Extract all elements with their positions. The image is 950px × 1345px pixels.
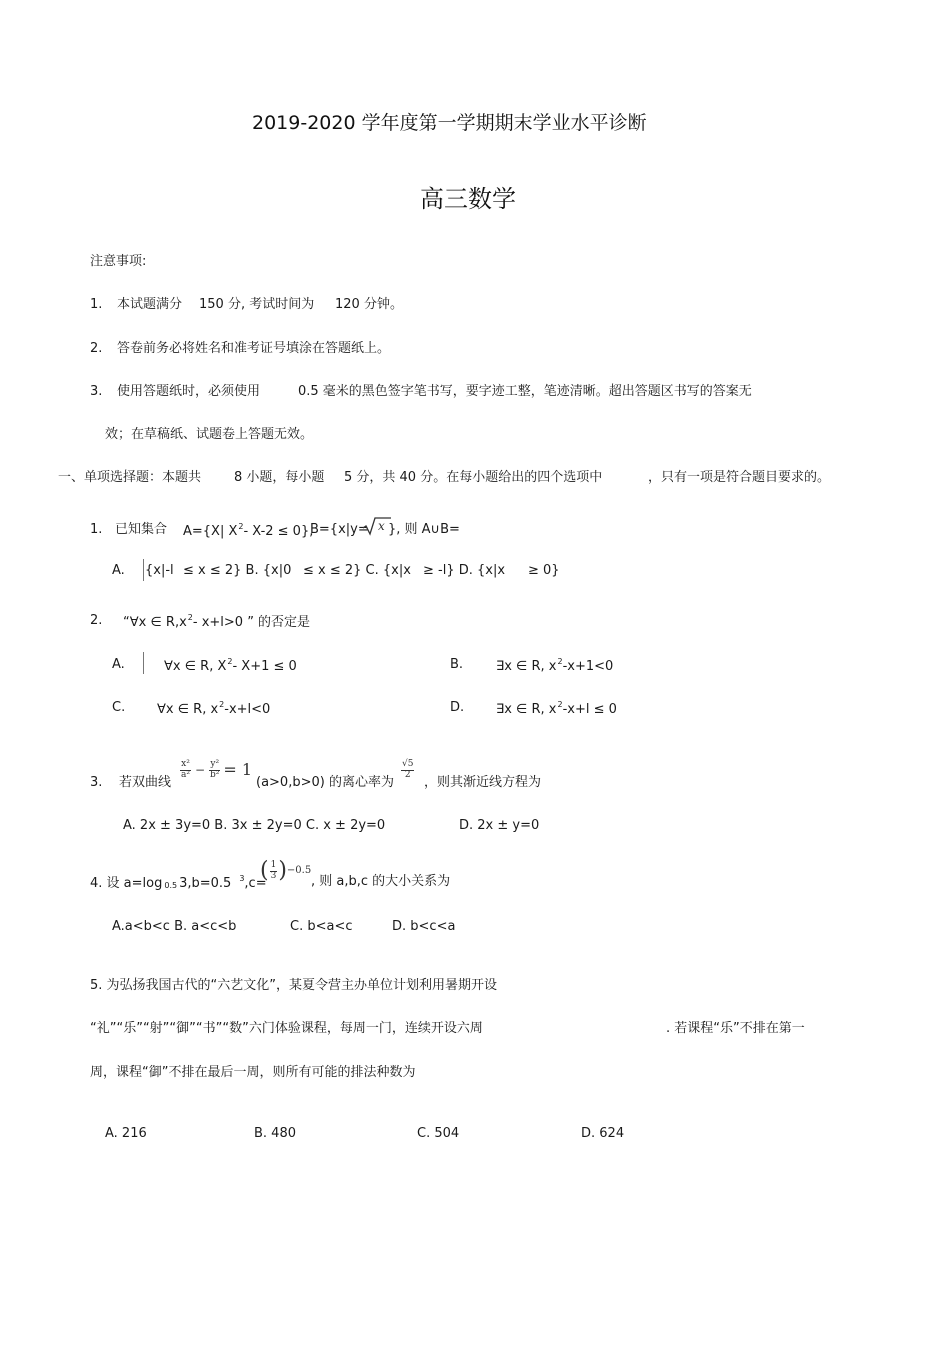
q2-option-a-part2: - X+1 ≤ 0	[232, 659, 297, 674]
notice-item-3-text-a: 使用答题纸时，必须使用	[117, 384, 261, 399]
q4-stem-part2: 3,b=0.5	[179, 876, 232, 891]
q4-stem	[90, 875, 267, 890]
notice-item-3-text-c: 效；在草稿纸、试题卷上答题无效。	[105, 427, 314, 442]
q4-option-d: D. b<c<a	[392, 919, 456, 934]
q1-options-2: ≤ x ≤ 2} B. {x|0	[183, 563, 292, 578]
q2-option-b	[496, 658, 613, 673]
q5-line-2b: . 若课程“乐”不排在第一	[666, 1021, 805, 1036]
q1-set-a-part2: - X-2 ≤ 0},	[243, 524, 314, 539]
q1-options-4: ≥ -l} D. {x|x	[423, 563, 506, 578]
q1-set-a-exponent: 2	[238, 522, 244, 531]
q3-condition: (a>0,b>0) 的离心率为	[256, 775, 394, 790]
q2-stem-exponent: 2	[187, 613, 193, 622]
q1-set-b: B={x|y=	[310, 522, 369, 537]
q1-stem: 已知集合	[115, 522, 168, 537]
q4-tail: , 则 a,b,c 的大小关系为	[311, 874, 451, 889]
q4-c-fraction: $\frac{1}{3}$	[270, 859, 277, 881]
notice-item-1-time: 120 分钟。	[335, 297, 403, 312]
section-heading-d: ，只有一项是符合题目要求的。	[648, 470, 831, 485]
q3-fraction-x: $\frac{\text{x²}}{\text{a²}}$	[181, 759, 190, 780]
q4-options-ab: A.a<b<c B. a<c<b	[112, 919, 237, 934]
q4-stem-part3: ,c=	[244, 876, 267, 891]
page-subtitle: 高三数学	[420, 185, 516, 213]
q2-option-c-label: C.	[112, 700, 126, 715]
section-heading-b: 8 小题，每小题	[234, 470, 325, 485]
q3-eccentricity-fraction: $\frac{√5}{2}$	[402, 759, 414, 780]
q2-option-c-part1: ∀x ∈ R, x	[157, 702, 219, 717]
q4-log-base: 0.5	[164, 881, 178, 890]
q2-option-a-exponent: 2	[227, 657, 233, 666]
q2-stem-part1: “∀x ∈ R,x	[123, 615, 187, 630]
q2-option-d-label: D.	[450, 700, 465, 715]
section-heading-a: 一、单项选择题：本题共	[58, 470, 202, 485]
q2-option-d	[496, 701, 617, 716]
q5-option-c: C. 504	[417, 1126, 460, 1141]
q2-option-b-label: B.	[450, 657, 464, 672]
q5-line-1: 5. 为弘扬我国古代的“六艺文化”，某夏令营主办单位计划利用暑期开设	[90, 978, 498, 993]
q1-set-a-part1: A={X| X	[183, 524, 238, 539]
page-title: 2019-2020 学年度第一学期期末学业水平诊断	[252, 112, 647, 134]
q2-option-c-exponent: 2	[219, 700, 225, 709]
q1-options-5: ≥ 0}	[528, 563, 560, 578]
q2-option-a	[164, 658, 297, 673]
q5-line-2a: “礼”“乐”“射”“御”“书”“数”六门体验课程，每周一门，连续开设六周	[90, 1021, 483, 1036]
q2-stem	[123, 614, 310, 629]
q2-option-a-part1: ∀x ∈ R, X	[164, 659, 227, 674]
q5-option-b: B. 480	[254, 1126, 296, 1141]
notice-item-2-text: 答卷前务必将姓名和准考证号填涂在答题纸上。	[117, 341, 391, 356]
notice-item-3-number: 3.	[90, 384, 103, 399]
notice-item-1-score: 150 分, 考试时间为	[199, 297, 315, 312]
q1-sqrt-argument: x	[378, 519, 385, 533]
notice-item-1-number: 1.	[90, 297, 103, 312]
q1-option-marker	[143, 559, 144, 581]
q3-minus-sign: −	[194, 763, 206, 778]
section-heading-c: 5 分，共 40 分。在每小题给出的四个选项中	[344, 470, 603, 485]
q2-option-c-part2: -x+l<0	[224, 702, 271, 717]
q3-options: A. 2x ± 3y=0 B. 3x ± 2y=0 C. x ± 2y=0	[123, 818, 386, 833]
q2-option-b-part1: ∃x ∈ R, x	[496, 659, 557, 674]
q2-option-d-part1: ∃x ∈ R, x	[496, 702, 557, 717]
q3-hyperbola-equation	[179, 760, 254, 781]
notice-item-1-text: 本试题满分	[117, 297, 183, 312]
q4-c-exponent: −0.5	[286, 865, 312, 876]
q1-set-a	[183, 523, 313, 538]
q3-option-d: D. 2x ± y=0	[459, 818, 540, 833]
q4-option-c: C. b<a<c	[290, 919, 353, 934]
q2-option-d-part2: -x+l ≤ 0	[562, 702, 617, 717]
q1-options-3: ≤ x ≤ 2} C. {x|x	[303, 563, 411, 578]
q2-option-b-part2: -x+1<0	[562, 659, 614, 674]
q1-number: 1.	[90, 522, 103, 537]
q5-option-d: D. 624	[581, 1126, 625, 1141]
q2-stem-part2: - x+l>0 ” 的否定是	[192, 615, 311, 630]
q3-fraction-y: $\frac{\text{y²}}{\text{b²}}$	[210, 759, 220, 780]
q1-options-1: {x|-l	[145, 563, 174, 578]
notice-item-2-number: 2.	[90, 341, 103, 356]
q5-line-3: 周，课程“御”不排在最后一周，则所有可能的排法种数为	[90, 1065, 416, 1080]
q5-option-a: A. 216	[105, 1126, 147, 1141]
q2-option-a-label: A.	[112, 657, 125, 672]
q2-option-b-exponent: 2	[557, 657, 563, 666]
notice-item-3-text-b: 0.5 毫米的黑色签字笔书写，要字迹工整，笔迹清晰。超出答题区书写的答案无	[298, 384, 752, 399]
q4-exponent: 3	[239, 874, 245, 883]
q2-option-d-exponent: 2	[557, 700, 563, 709]
q2-number: 2.	[90, 613, 103, 628]
q4-c-expression: ( $\frac{1}{3}$ ) −0.5	[260, 858, 312, 883]
q4-stem-part1: 4. 设 a=log	[90, 876, 163, 891]
q3-equals-one: = 1	[223, 760, 253, 780]
q2-option-marker	[143, 652, 144, 674]
q1-option-label: A.	[112, 563, 125, 578]
q3-stem: 若双曲线	[119, 775, 172, 790]
q3-tail: ，则其渐近线方程为	[424, 775, 542, 790]
notice-heading: 注意事项:	[90, 254, 147, 269]
q1-tail: }, 则 A∪B=	[388, 522, 460, 537]
q3-eccentricity	[400, 760, 415, 781]
q3-number: 3.	[90, 775, 103, 790]
q2-option-c	[157, 701, 270, 716]
